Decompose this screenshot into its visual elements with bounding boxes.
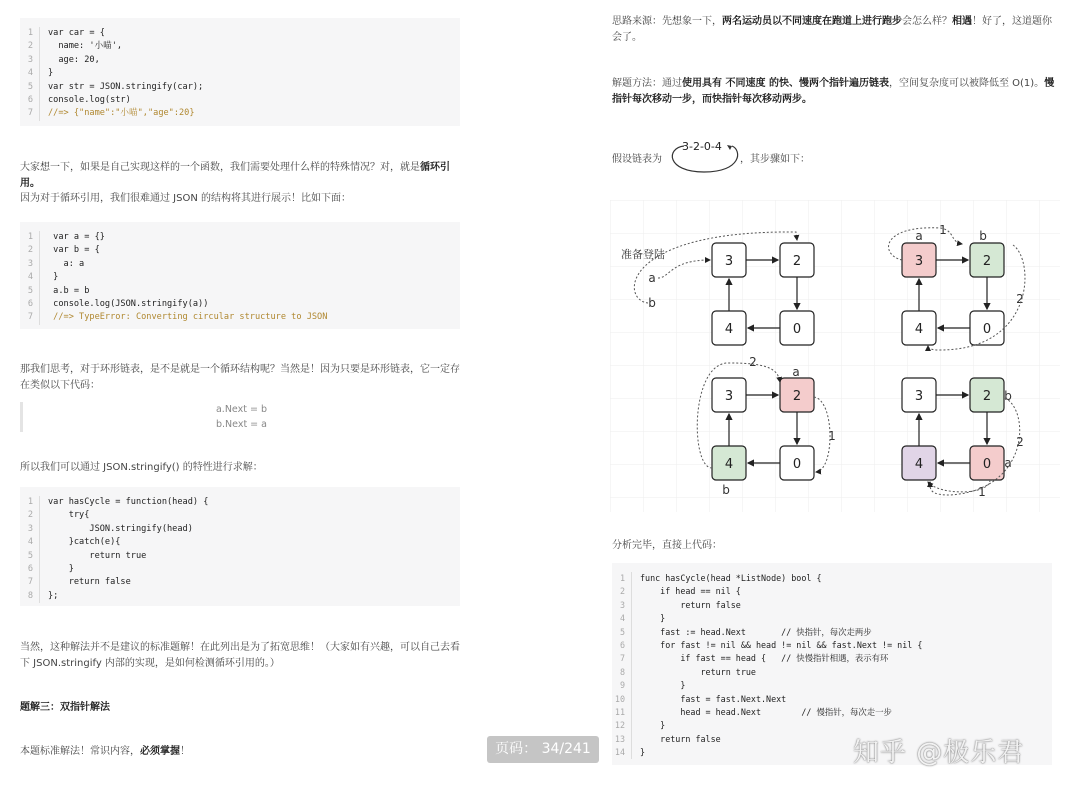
two-pointer-diagram <box>610 200 1060 512</box>
line-number: 4 <box>20 271 40 284</box>
text: 本题标准解法！常识内容， <box>20 746 140 757</box>
code-line <box>612 719 1052 732</box>
code-line <box>20 271 460 284</box>
bold-text: 循环引用。 <box>20 162 450 189</box>
code-text: return false <box>640 599 741 610</box>
line-number: 2 <box>20 509 40 522</box>
code-text: a.b = b <box>48 285 90 296</box>
code-text: return false <box>48 577 131 588</box>
paragraph-note: 当然，这种解法并不是建议的标准题解！在此列出是为了拓宽思维！（大家如有兴趣，可以自己去看下 JSON.stringify 内部的实现，是如何检测循环引用的。） <box>20 642 460 669</box>
code-block-car <box>20 18 460 126</box>
pointer-label: a <box>648 271 656 285</box>
pointer-label: 2 <box>1016 292 1024 306</box>
paragraph-circular-reference <box>20 160 465 207</box>
code-line <box>612 679 1052 692</box>
code-text: age: 20, <box>48 54 100 65</box>
code-line <box>20 244 460 257</box>
paragraph-stringify: 所以我们可以通过 JSON.stringify() 的特性进行求解： <box>20 462 263 473</box>
line-number: 1 <box>20 231 40 244</box>
pointer-label: a <box>915 229 923 243</box>
code-line <box>20 496 460 509</box>
code-text: } <box>640 613 666 624</box>
code-text: var car = { <box>48 28 105 38</box>
code-text: func hasCycle(head *ListNode) bool { <box>640 573 822 583</box>
node-label: 2 <box>982 389 992 404</box>
node-label: 2 <box>982 254 992 269</box>
code-text: }catch(e){ <box>48 537 121 548</box>
line-number: 6 <box>612 639 632 652</box>
code-line <box>20 27 460 40</box>
pointer-label: 1 <box>939 223 947 237</box>
code-line <box>612 626 1052 639</box>
line-number: 3 <box>20 54 40 67</box>
code-text: var b = { <box>48 245 100 256</box>
code-text: for fast != nil && head != nil && fast.Next != nil { <box>640 639 923 650</box>
line-number: 7 <box>20 311 40 324</box>
watermark: 知乎 @极乐君 <box>853 738 1025 768</box>
line-number: 4 <box>20 67 40 80</box>
code-text: } <box>48 563 74 574</box>
node-label: 3 <box>724 389 734 404</box>
line-number: 9 <box>612 679 632 692</box>
node-label: 0 <box>792 322 802 337</box>
line-number: 4 <box>20 536 40 549</box>
node-label: 4 <box>914 457 924 472</box>
section-heading <box>20 700 465 716</box>
paragraph-assume-list <box>612 140 912 180</box>
pointer-label: 2 <box>1016 435 1024 449</box>
code-block-circular <box>20 222 460 329</box>
node-label: 4 <box>724 322 734 337</box>
pointer-label: 1 <box>978 485 986 499</box>
quote-line: b.Next = a <box>215 419 267 430</box>
code-text: } <box>640 747 646 758</box>
pointer-label: 2 <box>749 355 757 369</box>
bold-text: 必须掌握 <box>140 746 180 757</box>
code-text: head = head.Next // 慢指针，每次走一步 <box>640 706 892 717</box>
code-text: }; <box>48 590 59 601</box>
code-block-hascycle-js <box>20 487 460 606</box>
line-number: 4 <box>612 612 632 625</box>
line-number: 12 <box>612 719 632 732</box>
code-line <box>612 639 1052 652</box>
code-text: a: a <box>48 258 85 269</box>
line-number: 2 <box>612 585 632 598</box>
paragraph-idea <box>612 14 1057 45</box>
line-number: 3 <box>612 599 632 612</box>
code-line <box>20 590 460 603</box>
paragraph-ring-list: 那我们思考，对于环形链表，是不是就是一个循环结构呢？当然是！因为只要是环形链表，它一定存在类似以下代码： <box>20 364 460 391</box>
line-number: 1 <box>20 27 40 40</box>
line-number: 8 <box>612 666 632 679</box>
line-number: 5 <box>20 550 40 563</box>
code-text: if head == nil { <box>640 586 741 597</box>
code-line <box>20 67 460 80</box>
paragraph-method <box>612 76 1057 107</box>
code-text: } <box>640 720 666 731</box>
line-number: 5 <box>20 81 40 94</box>
line-number: 7 <box>20 107 40 120</box>
code-line <box>20 550 460 563</box>
text: 假设链表为 <box>612 154 662 165</box>
pointer-label: b <box>722 483 730 497</box>
node-label: 3 <box>724 254 734 269</box>
code-line <box>612 572 1052 585</box>
code-text: JSON.stringify(head) <box>48 523 193 534</box>
line-number: 3 <box>20 523 40 536</box>
code-line <box>612 599 1052 612</box>
text: ！好了，这道题你会了。 <box>612 16 1052 43</box>
text: 因为对于循环引用，我们很难通过 JSON 的结构将其进行展示！比如下面： <box>20 193 352 204</box>
pointer-label: b <box>648 296 656 310</box>
line-number: 14 <box>612 746 632 759</box>
line-number: 11 <box>612 706 632 719</box>
blockquote <box>20 402 460 432</box>
pointer-label: b <box>979 229 987 243</box>
code-text: } <box>48 68 54 79</box>
line-number: 3 <box>20 258 40 271</box>
code-line <box>20 576 460 589</box>
page-indicator: 页码： 34/241 <box>487 736 599 763</box>
bold-text: 慢指针每次移动一步，而快指针每次移动两步。 <box>612 78 1055 105</box>
code-text: } <box>640 680 686 691</box>
code-line <box>612 706 1052 719</box>
code-text: name: '小喵', <box>48 41 123 52</box>
code-text: var hasCycle = function(head) { <box>48 497 209 507</box>
code-text: return true <box>48 550 147 561</box>
code-text: fast := head.Next // 快指针，每次走两步 <box>640 626 872 637</box>
line-number: 2 <box>20 244 40 257</box>
code-line <box>20 40 460 53</box>
code-line <box>20 536 460 549</box>
node-label: 3 <box>914 254 924 269</box>
code-line <box>612 585 1052 598</box>
bold-text: 两名运动员以不同速度在跑道上进行跑步 <box>722 16 902 27</box>
code-line <box>612 612 1052 625</box>
code-line <box>20 285 460 298</box>
quote-line: a.Next = b <box>215 404 267 415</box>
paragraph-analysis-done: 分析完毕，直接上代码： <box>612 540 722 551</box>
node-label: 3 <box>914 389 924 404</box>
node-label: 4 <box>724 457 734 472</box>
code-line <box>20 81 460 94</box>
code-line <box>20 231 460 244</box>
code-text: //=> {"name":"小喵","age":20} <box>48 108 195 119</box>
line-number: 5 <box>612 626 632 639</box>
code-text: try{ <box>48 510 90 521</box>
text: ，其步骤如下： <box>740 154 810 165</box>
code-text: var a = {} <box>48 232 105 242</box>
paragraph-standard <box>20 744 465 760</box>
text: 大家想一下，如果是自己实现这样的一个函数，我们需要处理什么样的特殊情况？对，就是 <box>20 162 420 173</box>
node-label: 0 <box>792 457 802 472</box>
line-number: 8 <box>20 590 40 603</box>
node-label: 0 <box>982 322 992 337</box>
bold-text: 使用具有 不同速度 的快、慢两个指针遍历链表 <box>682 78 889 89</box>
pointer-label: 准备登陆 <box>621 248 665 261</box>
pointer-label: b <box>1004 389 1012 403</box>
code-text: console.log(JSON.stringify(a)) <box>48 298 209 309</box>
text: ！ <box>180 746 190 757</box>
code-text: console.log(str) <box>48 94 131 105</box>
code-line <box>20 94 460 107</box>
line-number: 1 <box>20 496 40 509</box>
node-label: 4 <box>914 322 924 337</box>
code-line <box>20 298 460 311</box>
code-line <box>20 523 460 536</box>
pointer-label: a <box>792 365 800 379</box>
line-number: 2 <box>20 40 40 53</box>
code-line <box>20 311 460 324</box>
text: 思路来源：先想象一下， <box>612 16 722 27</box>
code-text: return false <box>640 733 721 744</box>
code-line <box>612 666 1052 679</box>
heading-text: 题解三：双指针解法 <box>20 702 110 713</box>
code-text: //=> TypeError: Converting circular structure to JSON <box>48 312 328 323</box>
code-text: fast = fast.Next.Next <box>640 693 787 704</box>
text: 会怎么样？ <box>902 16 952 27</box>
bold-text: 相遇 <box>952 16 972 27</box>
node-label: 2 <box>792 389 802 404</box>
line-number: 6 <box>20 94 40 107</box>
line-number: 6 <box>20 298 40 311</box>
code-text: } <box>48 272 59 283</box>
line-number: 7 <box>612 652 632 665</box>
line-number: 6 <box>20 563 40 576</box>
node-label: 2 <box>792 254 802 269</box>
code-line <box>20 509 460 522</box>
code-line <box>20 54 460 67</box>
code-text: return true <box>640 666 756 677</box>
line-number: 13 <box>612 733 632 746</box>
line-number: 1 <box>612 572 632 585</box>
line-number: 5 <box>20 285 40 298</box>
code-text: var str = JSON.stringify(car); <box>48 81 204 92</box>
node-label: 0 <box>982 457 992 472</box>
code-line <box>20 258 460 271</box>
code-line <box>20 107 460 120</box>
text: ，空间复杂度可以被降低至 O(1)。 <box>888 78 1045 89</box>
line-number: 10 <box>612 693 632 706</box>
text: 解题方法：通过 <box>612 78 682 89</box>
line-number: 7 <box>20 576 40 589</box>
pointer-label: 1 <box>828 429 836 443</box>
pointer-label: a <box>1004 456 1012 470</box>
code-line <box>612 652 1052 665</box>
list-label: 3-2-0-4 <box>682 140 722 153</box>
code-line <box>612 693 1052 706</box>
code-line <box>20 563 460 576</box>
code-text: if fast == head { // 快慢指针相遇，表示有环 <box>640 653 889 664</box>
